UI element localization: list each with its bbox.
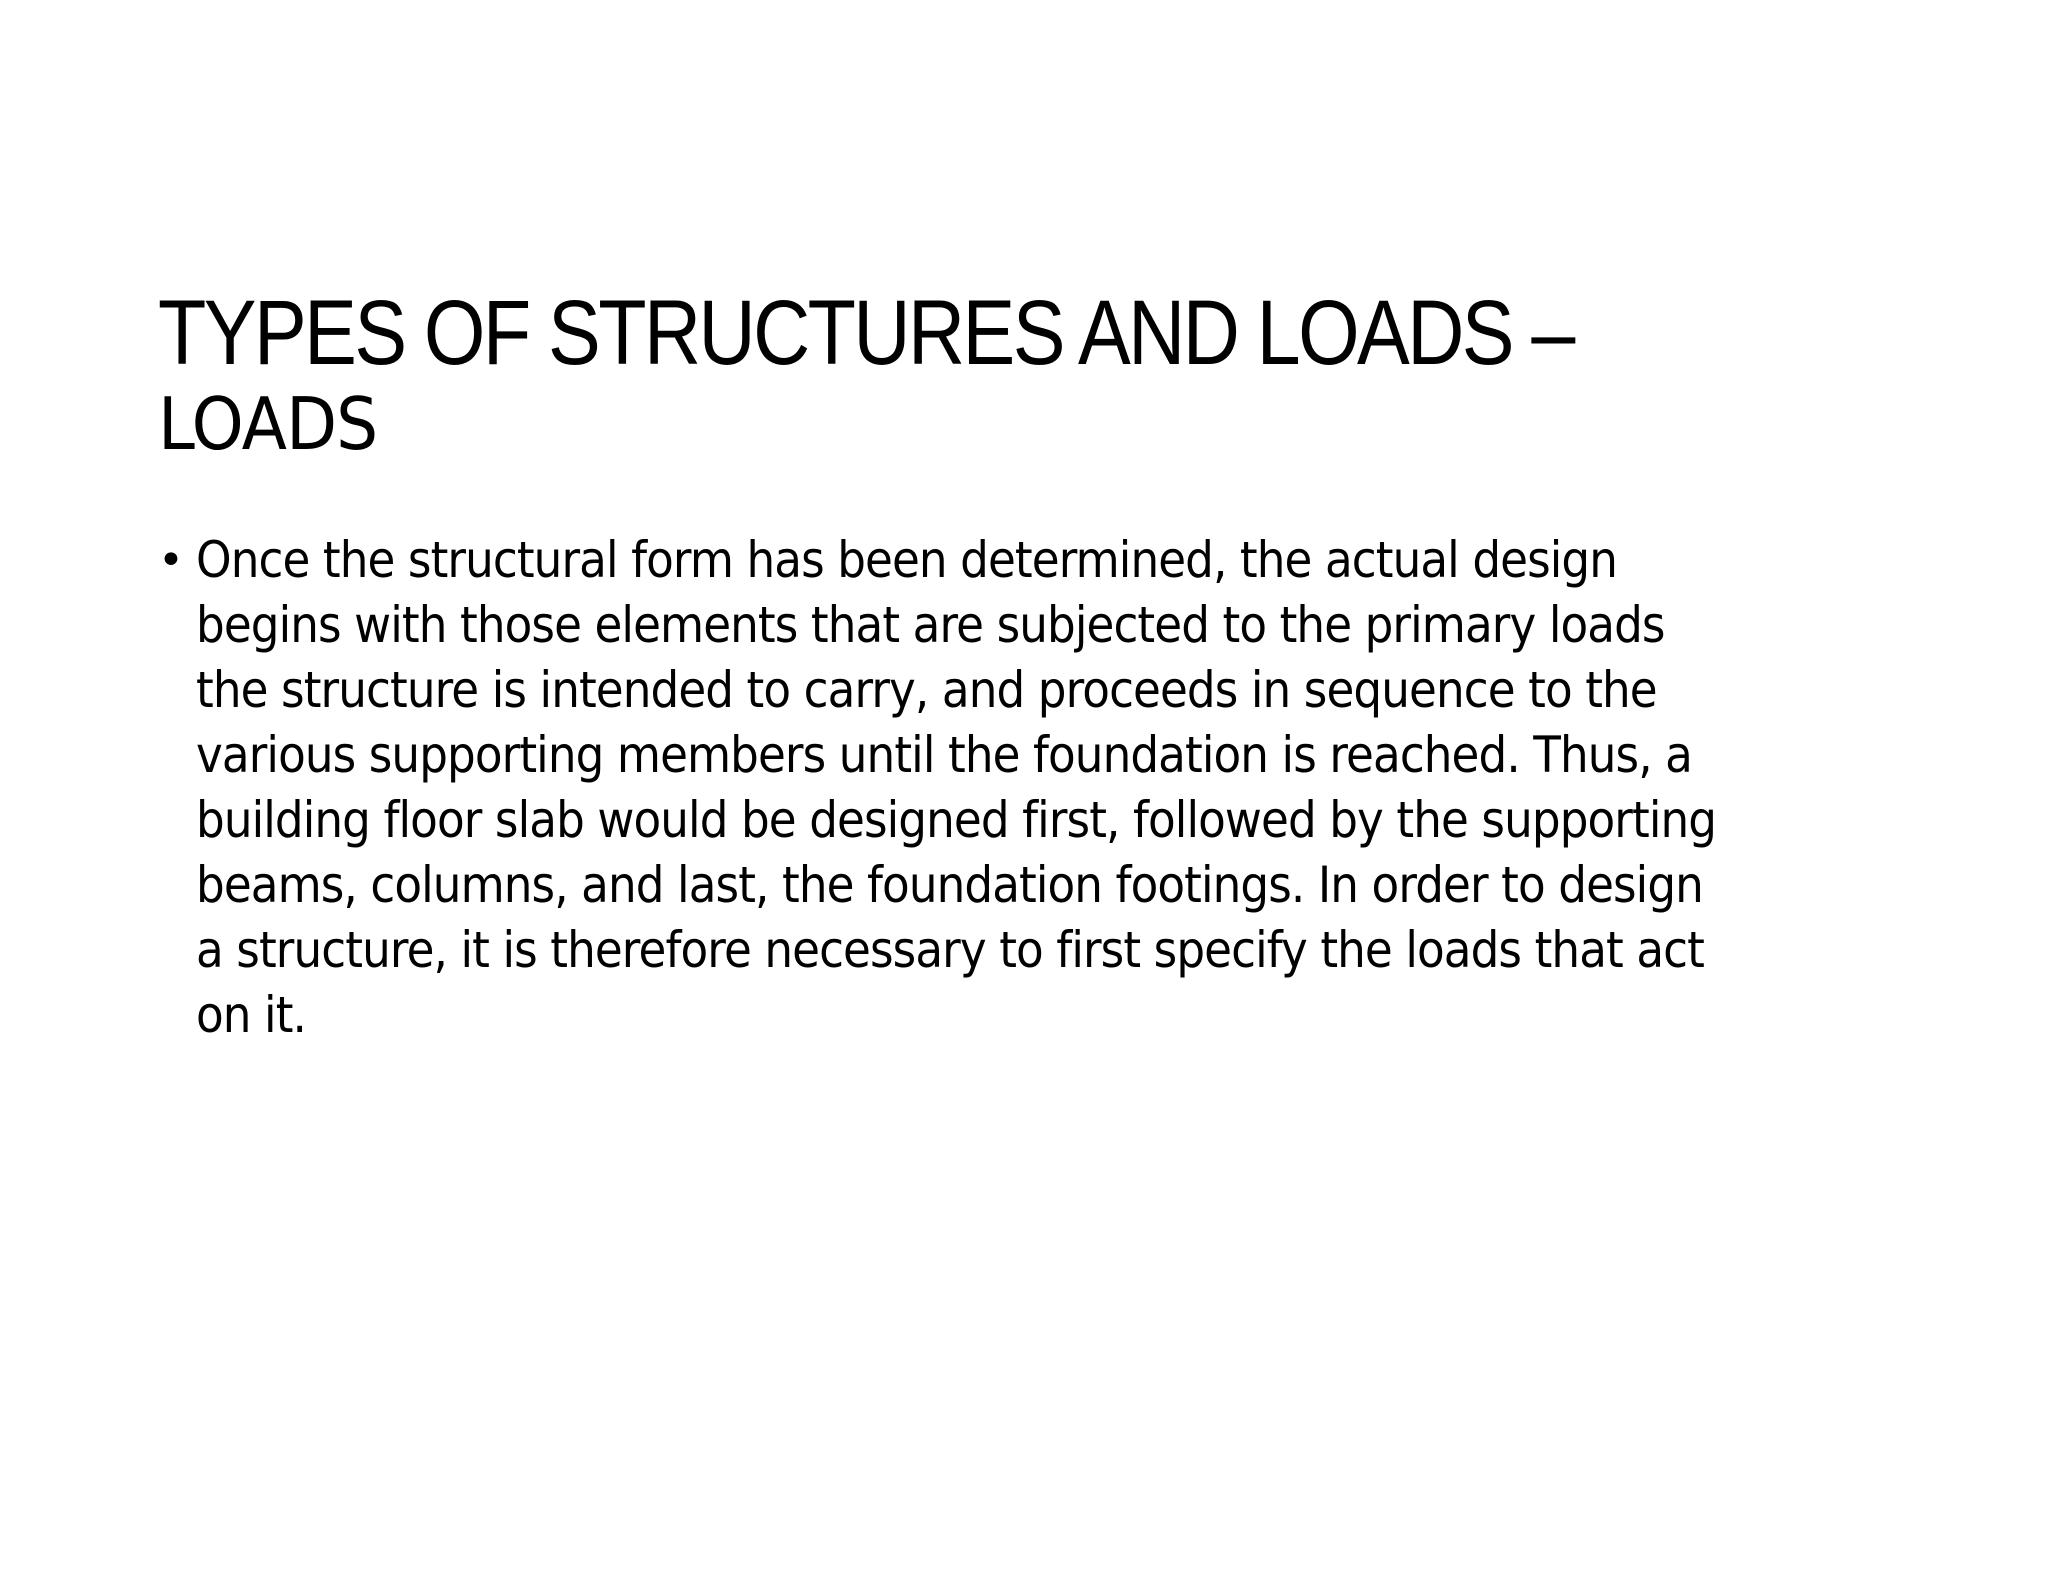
title-subtitle: LOADS	[158, 382, 378, 466]
slide-title	[158, 282, 1858, 464]
bullet-line: the structure is intended to carry, and proceeds in sequence to the	[196, 661, 1657, 719]
bullet-item	[158, 528, 1918, 1048]
bullet-line: Once the structural form has been determined, the actual design	[196, 531, 1618, 589]
slide-body	[158, 528, 1918, 1048]
title-main: TYPES OF STRUCTURES AND LOADS –	[158, 282, 1573, 384]
bullet-line: building floor slab would be designed first, followed by the supporting	[196, 791, 1717, 849]
bullet-line: a structure, it is therefore necessary to first specify the loads that act	[196, 921, 1704, 979]
bullet-line: beams, columns, and last, the foundation footings. In order to design	[196, 856, 1703, 914]
bullet-icon: •	[158, 535, 183, 586]
bullet-line: various supporting members until the foundation is reached. Thus, a	[196, 726, 1693, 784]
bullet-line: begins with those elements that are subjected to the primary loads	[196, 596, 1665, 654]
bullet-line: on it.	[196, 986, 307, 1044]
